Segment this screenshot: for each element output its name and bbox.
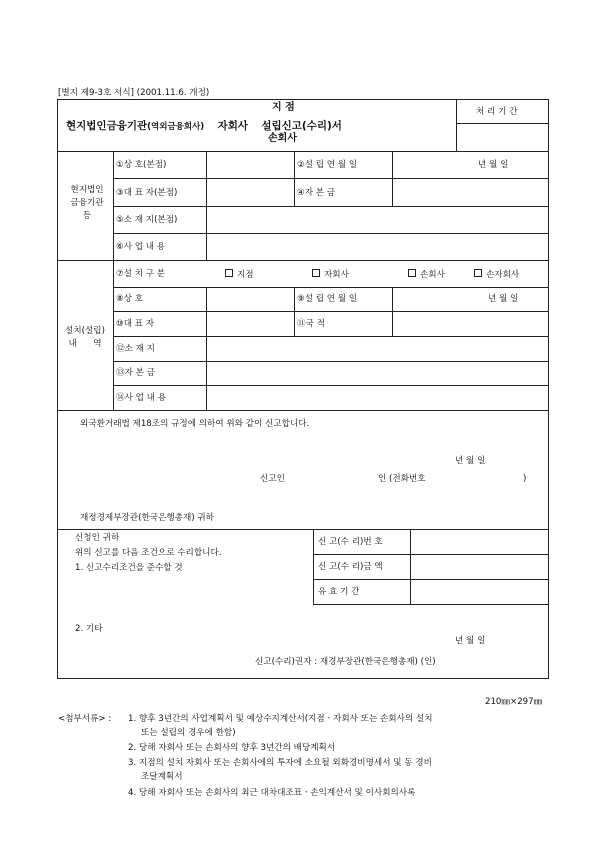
processing-period-label: 처 리 기 간 (476, 107, 518, 117)
paper-size: 210㎜×297㎜ (485, 697, 543, 707)
checkbox-subsidiary[interactable] (312, 269, 320, 277)
attachment-item: 또는 설립의 경우에 한함) (141, 728, 236, 738)
applicant-label: 신고인 (260, 474, 285, 484)
acceptance-statement: 위의 신고를 다음 조건으로 수리합니다. (75, 548, 222, 558)
attachment-item: 2. 당해 자회사 또는 손회사의 향후 3년간의 배당계획서 (128, 743, 336, 753)
field-trade-name-label: ①상 호(본점) (116, 160, 167, 170)
form-title (66, 118, 342, 133)
acceptance-number-label: 신 고(수 리)번 호 (318, 537, 383, 547)
option-branch[interactable]: 지점 (225, 269, 254, 280)
acceptance-recipient: 신청인 귀하 (75, 533, 120, 543)
acceptance-amount-label: 신 고(수 리)금 액 (318, 562, 383, 572)
title-sub-subsidiary: 손회사 (268, 133, 297, 144)
field-location-label: ⑤소 재 지(본점) (116, 215, 178, 225)
field-install-type-label: ⑦설 치 구 분 (116, 269, 166, 279)
attachment-item: 조달계획서 (141, 772, 183, 782)
field-install-business-label: ⑭사 업 내 용 (116, 393, 166, 403)
field-install-trade-name-label: ⑧상 호 (116, 294, 144, 304)
acceptance-condition-1: 1. 신고수리조건을 준수할 것 (75, 563, 183, 573)
attachment-item: 4. 당해 자회사 또는 손회사의 최근 대차대조표ㆍ손익계산서 및 이사회의사록 (128, 788, 416, 798)
option-sub-subsidiary[interactable]: 손회사 (408, 269, 445, 280)
title-report: 설립신고(수리)서 (261, 120, 342, 132)
field-install-location-label: ⑫소 재 지 (116, 344, 155, 354)
title-branch: 지 점 (272, 102, 295, 113)
field-nationality-label: ⑪국 적 (297, 319, 325, 329)
acceptance-date: 년 월 일 (455, 636, 486, 646)
form-border (57, 99, 549, 679)
form-reference: [별지 제9-3호 서식] (2001.11.6. 개정) (58, 88, 210, 98)
attachment-item: 3. 지점의 설치 자회사 또는 손회사에의 투자에 소요될 외화경비명세서 및 동 경비 (128, 758, 432, 768)
option-grand-subsidiary[interactable]: 손자회사 (474, 269, 519, 280)
section-installation-label: 설치(설립) 내 역 (65, 326, 105, 349)
field-capital-label: ④자 본 금 (297, 188, 336, 198)
checkbox-sub-subsidiary[interactable] (408, 269, 416, 277)
option-subsidiary[interactable]: 자회사 (312, 269, 349, 280)
attachment-item: 1. 향후 3년간의 사업계획서 및 예상수지계산서(지점ㆍ자회사 또는 손회사의 설치 (128, 714, 433, 724)
title-main-paren: (역외금융회사) (147, 122, 205, 132)
title-main: 현지법인금융기관 (66, 120, 148, 132)
acceptance-authority: 신고(수리)권자 : 재경부장관(한국은행총재) (인) (255, 657, 436, 667)
seal-phone-close: ) (523, 474, 527, 484)
field-install-capital-label: ⑬자 본 금 (116, 368, 155, 378)
title-subsidiary: 자회사 (217, 120, 248, 132)
seal-phone-label: 인 (전화번호 (378, 474, 426, 484)
section-local-corporation-label: 현지법인 금융기관 등 (70, 185, 104, 221)
field-install-date-label: ⑨설 립 연 월 일 (297, 294, 358, 304)
field-establishment-date-value: 년 월 일 (478, 160, 509, 170)
field-install-date-value: 년 월 일 (488, 294, 519, 304)
validity-period-label: 유 효 기 간 (318, 587, 360, 597)
acceptance-condition-2: 2. 기타 (75, 624, 103, 634)
declaration-date: 년 월 일 (455, 456, 486, 466)
checkbox-branch[interactable] (225, 269, 233, 277)
checkbox-grand-subsidiary[interactable] (474, 269, 482, 277)
attachments-label: <첨부서류> : (58, 714, 112, 724)
field-establishment-date-label: ②설 립 연 월 일 (297, 160, 358, 170)
field-install-representative-label: ⑩대 표 자 (116, 319, 155, 329)
field-business-label: ⑥사 업 내 용 (116, 242, 166, 252)
field-representative-label: ③대 표 자(본점) (116, 188, 178, 198)
declaration-text: 외국환거래법 제18조의 규정에 의하여 위와 같이 신고합니다. (80, 419, 310, 429)
addressee: 재정경제부장관(한국은행총재) 귀하 (80, 513, 214, 523)
